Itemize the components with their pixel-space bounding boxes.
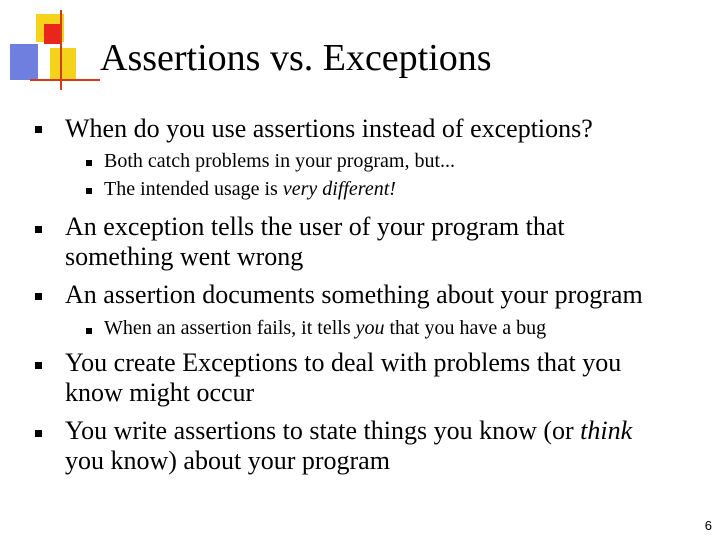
bullet-text: An assertion documents something about your program xyxy=(65,280,643,309)
bullet-text-emphasis: think xyxy=(580,416,633,445)
sub-bullet-marker xyxy=(86,160,92,166)
sub-bullet-text-plain: The intended usage is xyxy=(104,178,283,200)
sub-bullet-text-plain: When an assertion fails, it tells xyxy=(104,317,356,339)
sub-bullet-marker xyxy=(86,328,92,334)
sub-bullet-text-emphasis: very different! xyxy=(282,178,396,200)
bullet-text-line1: An exception tells the user of your program that xyxy=(65,212,565,241)
logo-blue-square xyxy=(10,44,38,80)
bullet-text-plain: You write assertions to state things you know (or xyxy=(65,416,581,445)
sub-bullet-text-plain: that you have a bug xyxy=(384,317,547,339)
decorative-logo xyxy=(0,0,100,90)
bullet-text: When do you use assertions instead of exceptions? xyxy=(65,114,593,143)
sub-bullet-text: Both catch problems in your program, but... xyxy=(104,150,456,172)
bullet-text-line2: you know) about your program xyxy=(65,446,390,475)
sub-bullet-text xyxy=(104,176,396,202)
bullet-text-line2: know might occur xyxy=(65,378,255,407)
bullet-marker xyxy=(35,362,42,369)
bullet-marker xyxy=(35,430,42,437)
sub-bullet-text xyxy=(104,315,546,341)
page-number: 6 xyxy=(704,518,712,533)
slide-title: Assertions vs. Exceptions xyxy=(100,37,492,79)
sub-bullet-text-emphasis: you xyxy=(355,317,385,339)
bullet-marker xyxy=(35,293,42,300)
logo-yellow-lower xyxy=(50,48,76,80)
sub-bullet-marker xyxy=(86,188,92,194)
bullet-marker xyxy=(35,126,42,133)
logo-red-square xyxy=(44,24,62,44)
bullet-marker xyxy=(35,226,42,233)
bullet-text-line2: something went wrong xyxy=(65,242,304,271)
bullet-text-line1 xyxy=(65,416,632,446)
bullet-text-line1: You create Exceptions to deal with problems that you xyxy=(65,348,622,377)
